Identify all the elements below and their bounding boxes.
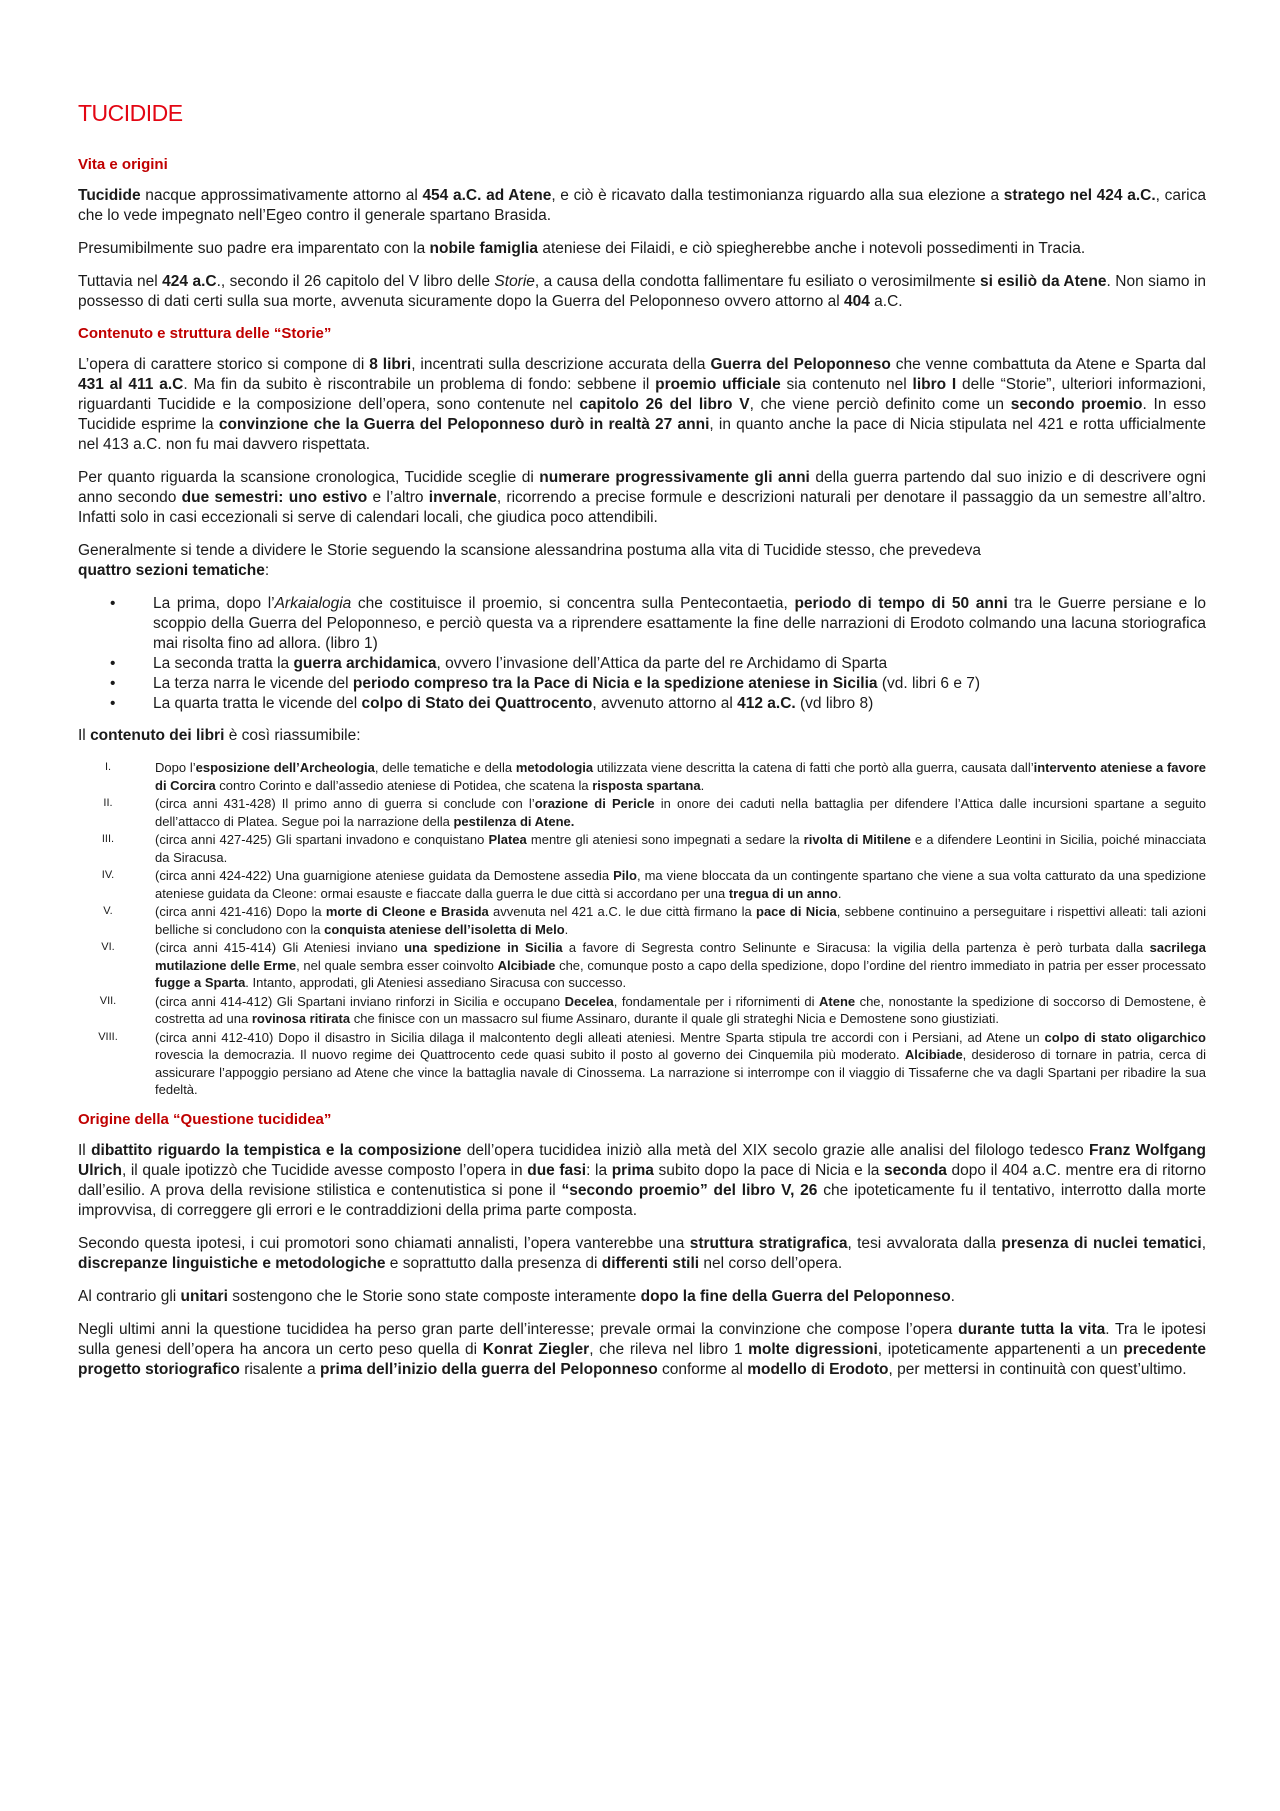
list-item: • La prima, dopo l’Arkaialogia che costituisce il proemio, si concentra sulla Pentecontaetia, periodo di tempo di 50 anni tra le Guerre persiane e lo scoppio della Guerra del Peloponneso, e perciò questa va a riprendere esattamente la fine delle narrazioni di Erodoto colmando una lacuna storiografica mai risolta fino ad allora. (libro 1) bbox=[153, 594, 1206, 654]
bold-text: prima bbox=[611, 1161, 654, 1179]
books-list bbox=[78, 759, 1206, 1099]
list-item: • La terza narra le vicende del periodo compreso tra la Pace di Nicia e la spedizione ateniese in Sicilia (vd. libri 6 e 7) bbox=[153, 674, 1206, 694]
list-item bbox=[101, 939, 1206, 992]
paragraph: L’opera di carattere storico si compone di 8 libri, incentrati sulla descrizione accurata della Guerra del Peloponneso che venne combattuta da Atene e Sparta dal 431 al 411 a.C. Ma fin da subito è riscontrabile un problema di fondo: sebbene il proemio ufficiale sia contenuto nel libro I delle “Storie”, ulteriori informazioni, riguardanti Tucidide e la composizione dell’opera, sono contenute nel capitolo 26 del libro V, che viene perciò definito come un secondo proemio. In esso Tucidide esprime la convinzione che la Guerra del Peloponneso durò in realtà 27 anni, in quanto anche la pace di Nicia stipulata nel 421 e rotta ufficialmente nel 413 a.C. non fu mai davvero rispettata. bbox=[78, 356, 1207, 453]
bold-text: Atene bbox=[819, 993, 856, 1009]
bold-text: contenuto dei libri bbox=[90, 727, 225, 744]
list-number: II. bbox=[103, 797, 113, 809]
bold-text: intervento ateniese a favore di Corcira bbox=[155, 760, 1206, 793]
paragraph: Tucidide nacque approssimativamente attorno al 454 a.C. ad Atene, e ciò è ricavato dalla testimonianza riguardo alla sua elezione a stratego nel 424 a.C., carica che lo vede impegnato nell’Egeo contro il generale spartano Brasida. bbox=[78, 187, 1206, 224]
paragraph: Presumibilmente suo padre era imparentato con la nobile famiglia ateniese dei Filaidi, e ciò spiegherebbe anche i notevoli possedimenti in Tracia. bbox=[78, 240, 1086, 257]
paragraph-bold: quattro sezioni tematiche bbox=[78, 562, 265, 579]
paragraph: Tuttavia nel 424 a.C., secondo il 26 capitolo del V libro delle Storie, a causa della condotta fallimentare fu esiliato o verosimilmente si esiliò da Atene. Non siamo in possesso di dati certi sulla sua morte, avvenuta sicuramente dopo la Guerra del Peloponneso ovvero attorno al 404 a.C. bbox=[78, 273, 1207, 310]
list-item: • La seconda tratta la guerra archidamica, ovvero l’invasione dell’Attica da parte del re Archidamo di Sparta bbox=[153, 654, 1206, 674]
paragraph-text: : bbox=[264, 562, 270, 579]
list-item: • La quarta tratta le vicende del colpo di Stato dei Quattrocento, avvenuto attorno al 412 a.C. (vd libro 8) bbox=[153, 694, 1206, 714]
list-number: I. bbox=[104, 761, 112, 773]
bold-text: capitolo 26 del libro V bbox=[579, 396, 750, 413]
bold-text: Decelea bbox=[564, 993, 614, 1009]
bold-text: colpo di Stato dei Quattrocento bbox=[361, 695, 593, 712]
list-item-text: (circa anni 414-412) Gli Spartani inviano rinforzi in Sicilia e occupano Decelea, fondamentale per i rifornimenti di Atene che, nonostante la spedizione di soccorso di Demostene, è costretta ad una rovinosa ritirata che finisce con un massacro sul fiume Assinaro, durante il quale gli strateghi Nicia e Demostene sono giustiziati. bbox=[155, 993, 1206, 1026]
bold-text: invernale bbox=[428, 489, 497, 506]
bold-text: 454 a.C. ad Atene bbox=[422, 187, 552, 204]
document-page bbox=[78, 100, 1206, 1393]
bold-text: seconda bbox=[884, 1161, 947, 1179]
bold-text: molte digressioni bbox=[748, 1340, 878, 1358]
bold-text: periodo di tempo di 50 anni bbox=[794, 595, 1008, 612]
bold-text: rivolta di Mitilene bbox=[803, 832, 911, 847]
italic-text: Arkaialogia bbox=[274, 595, 352, 612]
bold-text: dibattito riguardo la tempistica e la composizione bbox=[91, 1141, 462, 1159]
bold-text: colpo di stato oligarchico bbox=[1044, 1029, 1206, 1045]
bold-text: dopo la fine della Guerra del Peloponneso bbox=[640, 1287, 951, 1305]
bold-text: metodologia bbox=[515, 760, 594, 775]
list-item-text: (circa anni 427-425) Gli spartani invadono e conquistano Platea mentre gli ateniesi sono impegnati a sedare la rivolta di Mitilene e a difendere Leontini in Sicilia, poiché minacciata da Siracusa. bbox=[155, 832, 1206, 865]
bold-text: periodo compreso tra la Pace di Nicia e la spedizione ateniese in Sicilia bbox=[352, 675, 878, 692]
list-item bbox=[103, 903, 1206, 938]
bold-text: due fasi bbox=[527, 1161, 587, 1179]
bold-text: pace di Nicia bbox=[756, 904, 837, 919]
section-heading-questione: Origine della “Questione tucididea” bbox=[78, 1110, 332, 1128]
list-item-text: (circa anni 431-428) Il primo anno di guerra si conclude con l’orazione di Pericle in onore dei caduti nella battaglia per difendere l’Attica dalle incursioni spartane a seguito dell’attacco di Platea. Segue poi la narrazione della pestilenza di Atene. bbox=[155, 796, 1206, 829]
paragraph: Negli ultimi anni la questione tucididea ha perso gran parte dell’interesse; prevale ormai la convinzione che compose l’opera durante tutta la vita. Tra le ipotesi sulla genesi dell’opera ha ancora un certo peso quella di Konrat Ziegler, che rileva nel libro 1 molte digressioni, ipoteticamente appartenenti a un precedente progetto storiografico risalente a prima dell’inizio della guerra del Peloponneso conforme al modello di Erodoto, per mettersi in continuità con quest’ultimo. bbox=[78, 1320, 1206, 1378]
paragraph: Il dibattito riguardo la tempistica e la composizione dell’opera tucididea iniziò alla metà del XIX secolo grazie alle analisi del filologo tedesco Franz Wolfgang Ulrich, il quale ipotizzò che Tucidide avesse composto l’opera in due fasi: la prima subito dopo la pace di Nicia e la seconda dopo il 404 a.C. mentre era di ritorno dall’esilio. A prova della revisione stilistica e contenutistica si pone il “secondo proemio” del libro V, 26 che ipoteticamente fu il tentativo, interrotto dalla morte improvvisa, di correggere gli errori e le contraddizioni della prima parte composta. bbox=[78, 1141, 1206, 1219]
bold-text: si esiliò da Atene bbox=[980, 273, 1107, 290]
bold-text: secondo proemio bbox=[1010, 396, 1143, 413]
list-item-text: (circa anni 424-422) Una guarnigione ateniese guidata da Demostene assedia Pilo, ma viene bloccata da un contingente spartano che viene a sua volta catturato da una spedizione ateniese guidata da Cleone: ormai esauste e fiaccate dalla guerra le due città si accordano per una tregua di un anno. bbox=[155, 868, 1206, 901]
bold-text: una spedizione in Sicilia bbox=[404, 940, 563, 955]
list-item bbox=[101, 831, 1206, 866]
paragraph-text: Generalmente si tende a dividere le Storie seguendo la scansione alessandrina postuma alla vita di Tucidide stesso, che prevedeva bbox=[78, 542, 981, 559]
list-number: III. bbox=[101, 833, 115, 845]
list-number: VI. bbox=[101, 941, 115, 953]
bold-text: differenti stili bbox=[601, 1254, 700, 1272]
bold-text: Guerra del Peloponneso bbox=[710, 356, 891, 373]
section-heading-vita: Vita e origini bbox=[78, 156, 168, 173]
list-item bbox=[99, 993, 1206, 1028]
topics-list bbox=[78, 594, 1206, 714]
italic-text: Storie bbox=[494, 273, 535, 290]
list-item bbox=[101, 867, 1206, 902]
bold-text: “secondo proemio” del libro V, 26 bbox=[561, 1181, 818, 1199]
bold-text: presenza di nuclei tematici bbox=[1001, 1234, 1202, 1252]
bold-text: Konrat Ziegler bbox=[482, 1340, 590, 1358]
bold-text: precedente progetto storiografico bbox=[78, 1340, 1206, 1378]
bold-text: convinzione che la Guerra del Peloponneso durò in realtà 27 anni bbox=[218, 416, 710, 433]
list-item-text: (circa anni 412-410) Dopo il disastro in Sicilia dilaga il malcontento degli alleati ateniesi. Mentre Sparta stipula tre accordi con i Persiani, ad Atene un colpo di stato oligarchico rovescia la democrazia. Il nuovo regime dei Quattrocento cede quasi subito il posto al governo dei Cinquemila più moderato. Alcibiade, desideroso di tornare in patria, cerca di assicurare l’appoggio persiano ad Atene che vince la battaglia navale di Cinossema. La narrazione si interrompe con il viaggio di Tissaferne che va dagli Spartani per ribadire la sua fedeltà. bbox=[155, 1029, 1206, 1097]
page-title: TUCIDIDE bbox=[78, 100, 183, 126]
bold-text: Alcibiade bbox=[497, 957, 556, 973]
list-item-text: Dopo l’esposizione dell’Archeologia, delle tematiche e della metodologia utilizzata viene descritta la catena di fatti che portò alla guerra, causata dall’intervento ateniese a favore di Corcira contro Corinto e dall’assedio ateniese di Potidea, che scatena la risposta spartana. bbox=[155, 760, 1206, 793]
list-number: V. bbox=[103, 905, 113, 917]
bold-text: esposizione dell’Archeologia bbox=[195, 760, 375, 775]
bold-text: 412 a.C. bbox=[737, 695, 796, 712]
bold-text: guerra archidamica bbox=[293, 655, 437, 672]
bold-text: orazione di Pericle bbox=[534, 796, 655, 811]
bold-text: due semestri: uno estivo bbox=[181, 489, 368, 506]
bold-text: fugge a Sparta bbox=[155, 975, 246, 990]
list-item-text: (circa anni 421-416) Dopo la morte di Cleone e Brasida avvenuta nel 421 a.C. le due città firmano la pace di Nicia, sebbene continuino a perseguitare i rispettivi alleati: tali azioni belliche si concludono con la conquista ateniese dell’isoletta di Melo. bbox=[155, 904, 1206, 937]
bold-text: Franz Wolfgang Ulrich bbox=[78, 1141, 1206, 1179]
list-item-text: (circa anni 415-414) Gli Ateniesi inviano una spedizione in Sicilia a favore di Segresta contro Selinunte e Siracusa: la vigilia della partenza è però turbata dalla sacrilega mutilazione delle Erme, nel quale sembra esser coinvolto Alcibiade che, comunque posto a capo della spedizione, dopo l’ordine del rientro immediato in patria per esser processato fugge a Sparta. Intanto, approdati, gli Ateniesi assediano Siracusa con successo. bbox=[155, 940, 1206, 990]
paragraph: Il contenuto dei libri è così riassumibile: bbox=[78, 727, 361, 744]
bold-text: Alcibiade bbox=[904, 1047, 963, 1062]
bold-text: conquista ateniese dell’isoletta di Melo bbox=[324, 921, 565, 937]
list-item bbox=[103, 795, 1206, 830]
bold-text: risposta spartana bbox=[592, 777, 701, 793]
bold-text: tregua di un anno bbox=[728, 885, 838, 901]
bold-text: proemio ufficiale bbox=[655, 376, 781, 393]
bold-text: libro I bbox=[912, 376, 957, 393]
bold-text: durante tutta la vita bbox=[958, 1320, 1106, 1338]
bold-text: 424 a.C bbox=[162, 273, 217, 290]
bold-text: Pilo bbox=[613, 868, 637, 883]
bold-text: Platea bbox=[488, 832, 527, 847]
paragraph bbox=[78, 541, 1206, 581]
paragraph: Secondo questa ipotesi, i cui promotori sono chiamati annalisti, l’opera vanterebbe una struttura stratigrafica, tesi avvalorata dalla presenza di nuclei tematici, discrepanze linguistiche e metodologiche e soprattutto dalla presenza di differenti stili nel corso dell’opera. bbox=[78, 1234, 1206, 1272]
bold-text: 404 bbox=[843, 293, 870, 310]
bold-text: prima dell’inizio della guerra del Peloponneso bbox=[320, 1360, 658, 1378]
paragraph: Al contrario gli unitari sostengono che le Storie sono state composte interamente dopo la fine della Guerra del Peloponneso. bbox=[78, 1287, 955, 1305]
bold-text: 8 libri bbox=[369, 356, 412, 373]
list-number: VIII. bbox=[98, 1030, 118, 1043]
bold-text: stratego nel 424 a.C. bbox=[1003, 187, 1156, 204]
section-heading-contenuto: Contenuto e struttura delle “Storie” bbox=[78, 325, 332, 342]
bold-text: unitari bbox=[180, 1287, 228, 1305]
list-number: IV. bbox=[101, 869, 115, 881]
bold-text: nobile famiglia bbox=[429, 240, 539, 257]
bold-text: morte di Cleone e Brasida bbox=[325, 904, 489, 919]
list-item bbox=[104, 759, 1206, 794]
bold-text: sacrilega mutilazione delle Erme bbox=[155, 940, 1206, 973]
list-item bbox=[98, 1029, 1206, 1099]
paragraph: Per quanto riguarda la scansione cronologica, Tucidide sceglie di numerare progressivamente gli anni della guerra partendo dal suo inizio e di descrivere ogni anno secondo due semestri: uno estivo e l’altro invernale, ricorrendo a precise formule e descrizioni naturali per denotare il passaggio da un semestre all’altro. Infatti solo in casi eccezionali si serve di calendari locali, che giudica poco attendibili. bbox=[78, 469, 1206, 526]
bold-text: pestilenza di Atene. bbox=[453, 813, 575, 829]
bold-text: Tucidide bbox=[78, 187, 141, 204]
bold-text: rovinosa ritirata bbox=[251, 1011, 351, 1026]
bold-text: discrepanze linguistiche e metodologiche bbox=[78, 1254, 386, 1272]
bold-text: struttura stratigrafica bbox=[689, 1234, 848, 1252]
bold-text: 431 al 411 a.C bbox=[78, 376, 184, 393]
bold-text: modello di Erodoto bbox=[747, 1360, 889, 1378]
bold-text: numerare progressivamente gli anni bbox=[539, 469, 810, 486]
list-number: VII. bbox=[99, 994, 117, 1007]
